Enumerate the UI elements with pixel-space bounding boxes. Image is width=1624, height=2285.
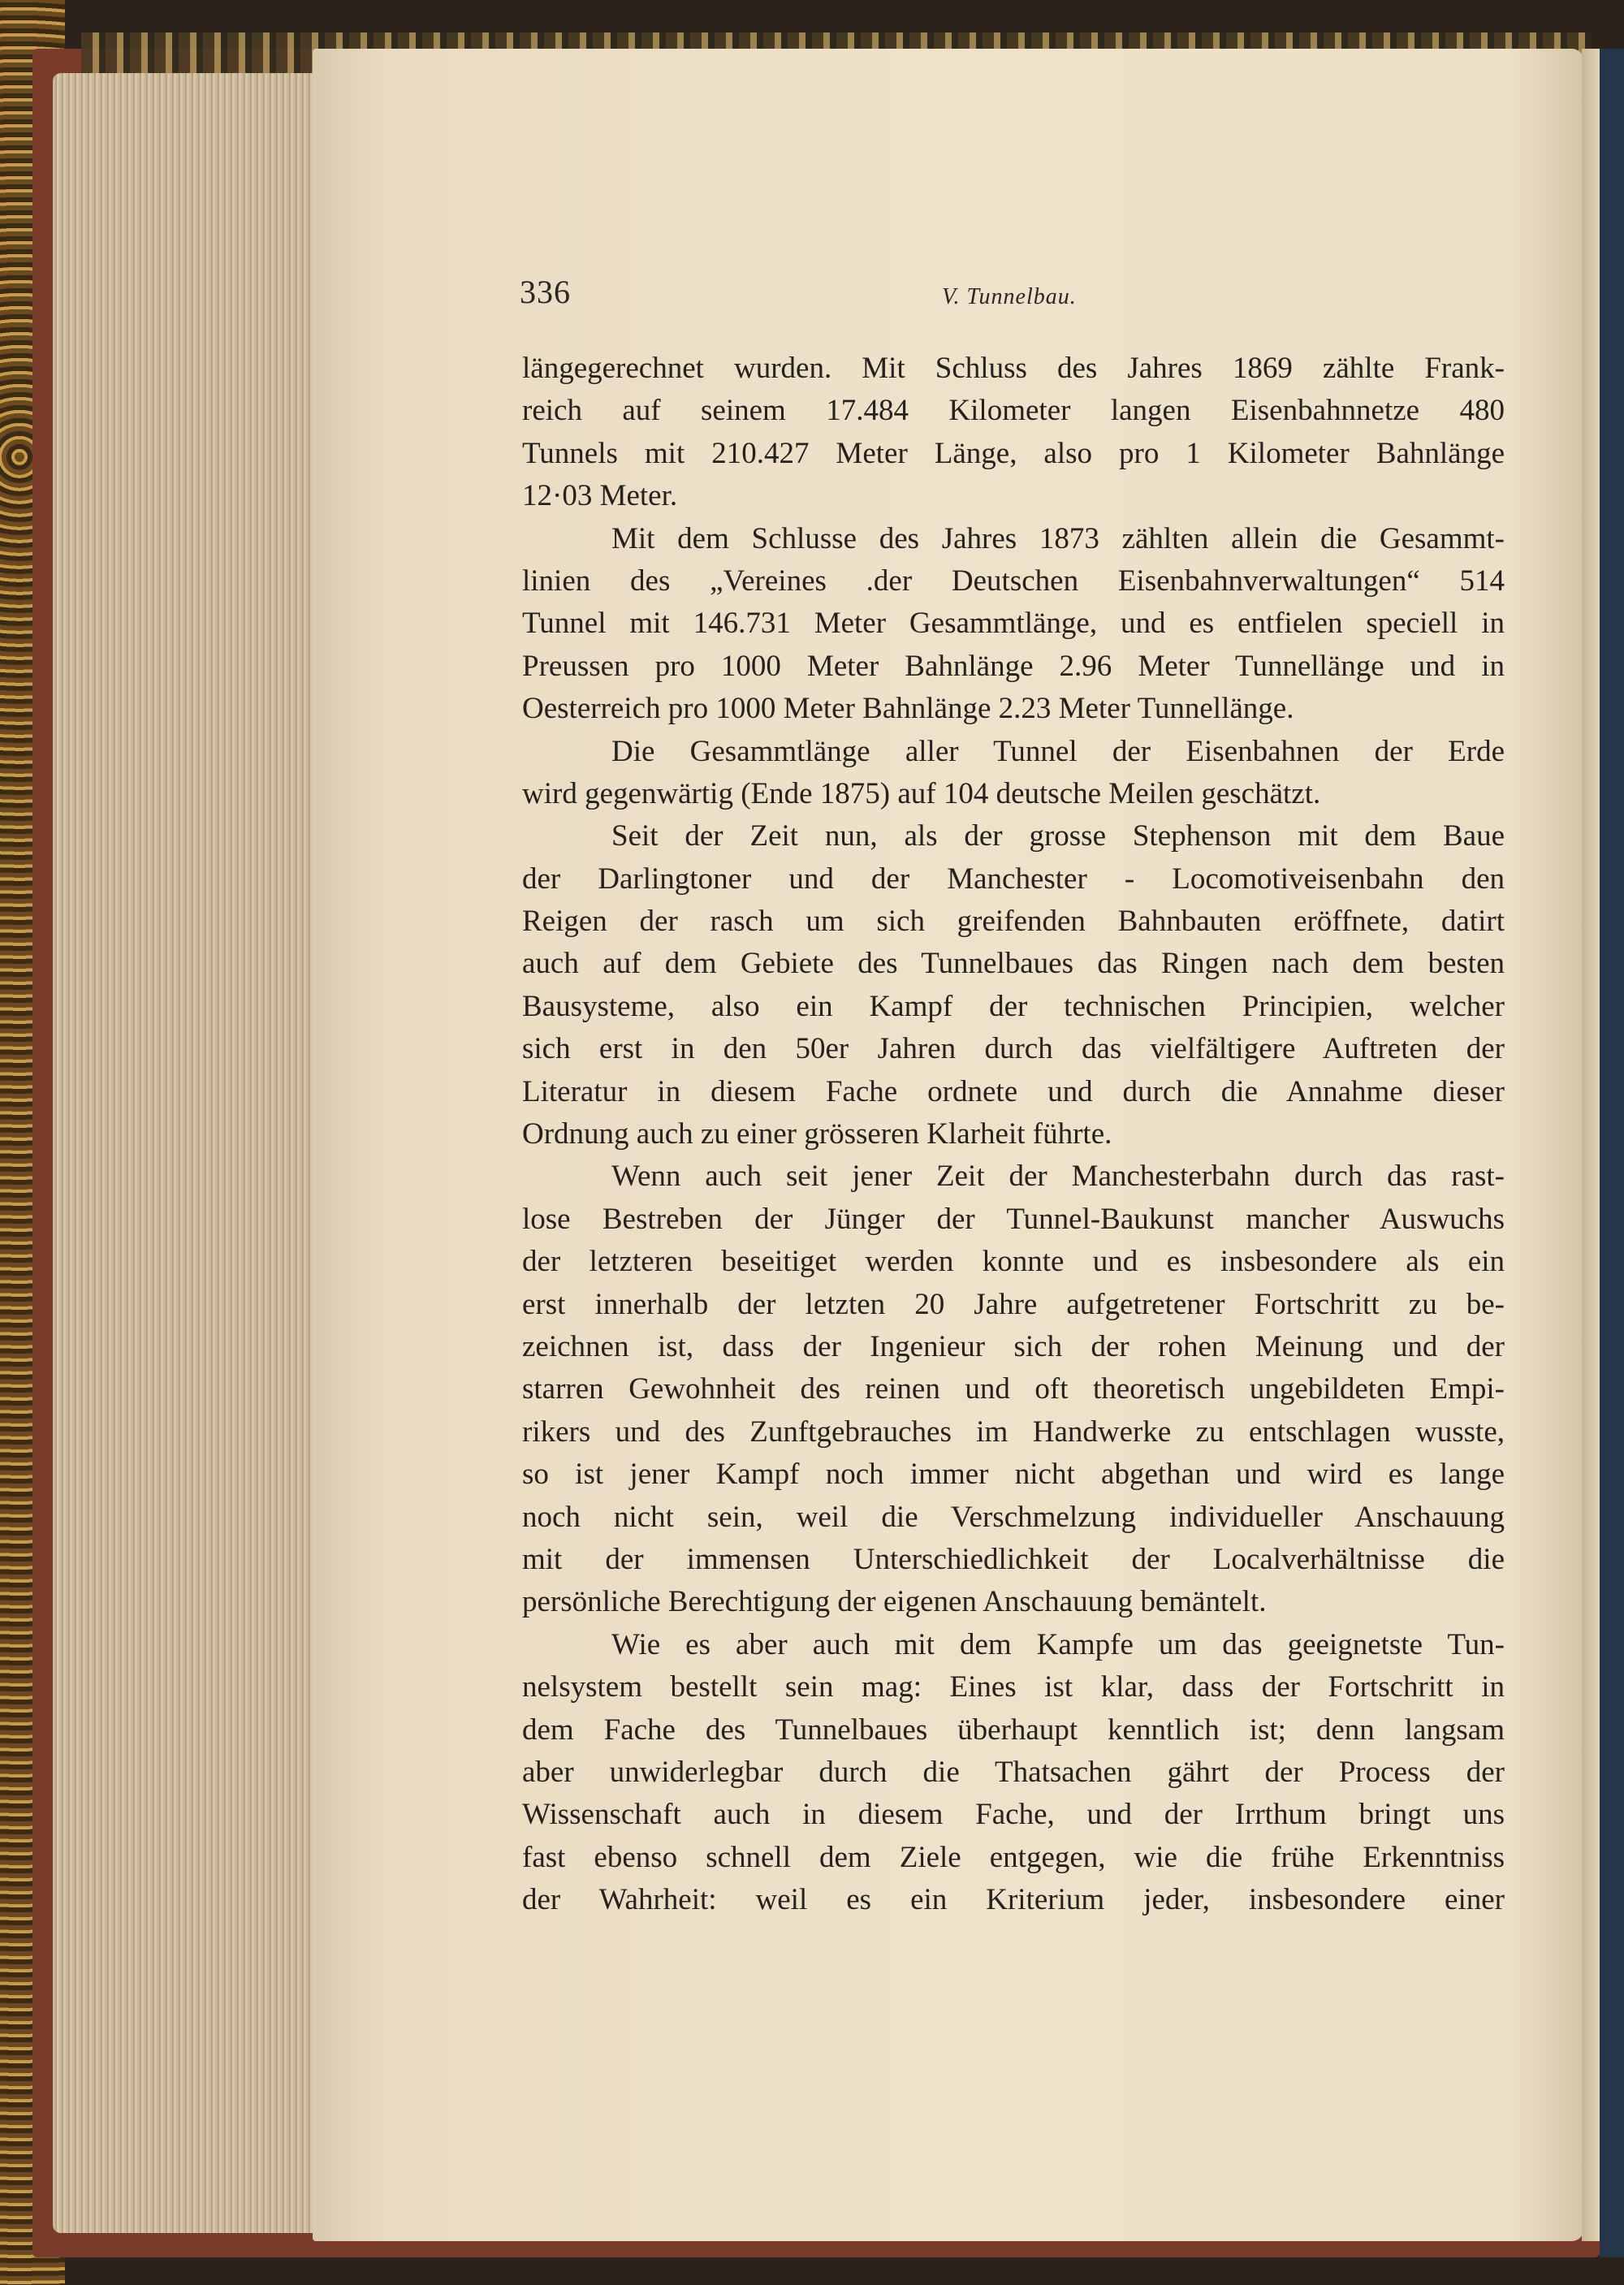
text-line: Tunnel mit 146.731 Meter Gesammtlänge, und es entfielen speciell in [522,607,1505,641]
cloth-binding [1600,49,1624,2257]
text-line: Ordnung auch zu einer grösseren Klarheit führte. [522,1117,1112,1151]
text-line: dem Fache des Tunnelbaues überhaupt kenntlich ist; denn langsam [522,1713,1505,1747]
page-edge-right [1582,49,1600,2241]
text-line: der letzteren beseitiget werden konnte und es insbesondere als ein [522,1245,1505,1279]
text-line: so ist jener Kampf noch immer nicht abgethan und wird es lange [522,1458,1505,1492]
text-line: auch auf dem Gebiete des Tunnelbaues das Ringen nach dem besten [522,947,1505,981]
text-line: der Darlingtoner und der Manchester - Locomotiveisenbahn den [522,862,1505,896]
text-line: wird gegenwärtig (Ende 1875) auf 104 deutsche Meilen geschätzt. [522,776,1321,810]
text-line: Wie es aber auch mit dem Kampfe um das geeignetste Tun- [611,1627,1505,1661]
text-line: sich erst in den 50er Jahren durch das vielfältigere Auftreten der [522,1032,1505,1066]
text-line: nelsystem bestellt sein mag: Eines ist klar, dass der Fortschritt in [522,1670,1505,1704]
text-line: Literatur in diesem Fache ordnete und durch die Annahme dieser [522,1074,1505,1108]
text-line: noch nicht sein, weil die Verschmelzung individueller Anschauung [522,1500,1505,1534]
text-line: der Wahrheit: weil es ein Kriterium jeder, insbesondere einer [522,1883,1505,1917]
paragraph [522,731,1505,816]
text-line: mit der immensen Unterschiedlichkeit der Localverhältnisse die [522,1542,1505,1576]
text-line: Die Gesammtlänge aller Tunnel der Eisenbahnen der Erde [611,734,1505,768]
text-line: Mit dem Schlusse des Jahres 1873 zählten allein die Gesammt- [611,521,1505,555]
text-line: 12·03 Meter. [522,479,678,513]
text-line: Seit der Zeit nun, als der grosse Stephenson mit dem Baue [611,819,1505,853]
paragraph [522,815,1505,1155]
text-line: Wissenschaft auch in diesem Fache, und der Irrthum bringt uns [522,1798,1505,1832]
running-head [520,273,1518,313]
text-line: Wenn auch seit jener Zeit der Manchesterbahn durch das rast- [611,1160,1505,1194]
text-line: starren Gewohnheit des reinen und oft theoretisch ungebildeten Empi- [522,1372,1505,1406]
text-line: lose Bestreben der Jünger der Tunnel-Baukunst mancher Auswuchs [522,1202,1505,1236]
text-line: fast ebenso schnell dem Ziele entgegen, wie die frühe Erkenntniss [522,1840,1505,1874]
text-line: rikers und des Zunftgebrauches im Handwerke zu entschlagen wusste, [522,1415,1505,1449]
body-text [522,348,1505,1921]
text-line: Oesterreich pro 1000 Meter Bahnlänge 2.23 Meter Tunnellänge. [522,692,1294,726]
text-line: persönliche Berechtigung der eigenen Anschauung bemäntelt. [522,1585,1267,1619]
page-stack-edge [53,73,321,2233]
text-line: Tunnels mit 210.427 Meter Länge, also pro 1 Kilometer Bahnlänge [522,436,1505,470]
text-line: Bausysteme, also ein Kampf der technischen Principien, welcher [522,989,1505,1023]
running-title: V. Tunnelbau. [942,284,1077,309]
text-line: reich auf seinem 17.484 Kilometer langen Eisenbahnnetze 480 [522,394,1505,428]
text-line: zeichnen ist, dass der Ingenieur sich der rohen Meinung und der [522,1329,1505,1363]
paragraph [522,1155,1505,1623]
paragraph [522,1624,1505,1922]
paragraph [522,518,1505,731]
text-line: längegerechnet wurden. Mit Schluss des Jahres 1869 zählte Frank- [522,352,1505,385]
text-line: linien des „Vereines .der Deutschen Eisenbahnverwaltungen“ 514 [522,564,1505,598]
text-line: Preussen pro 1000 Meter Bahnlänge 2.96 Meter Tunnellänge und in [522,649,1505,683]
text-line: erst innerhalb der letzten 20 Jahre aufgetretener Fortschritt zu be- [522,1287,1505,1321]
text-line: aber unwiderlegbar durch die Thatsachen gährt der Process der [522,1755,1505,1789]
paragraph [522,348,1505,518]
page-number: 336 [520,274,571,310]
text-line: Reigen der rasch um sich greifenden Bahnbauten eröffnete, datirt [522,905,1505,939]
